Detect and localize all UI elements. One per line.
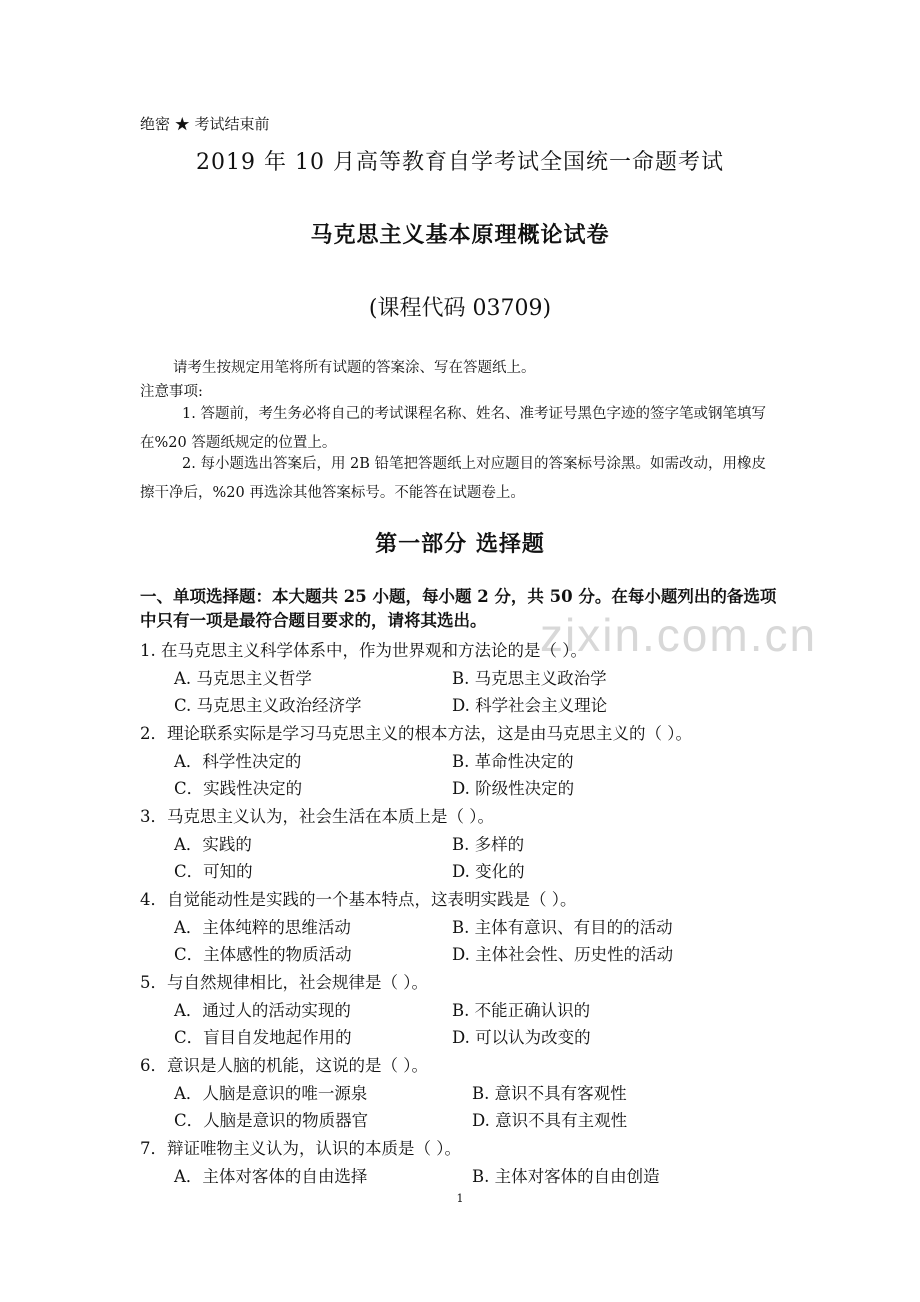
question-option: B. 马克思主义政治学	[452, 669, 607, 688]
question-option: D. 可以认为改变的	[452, 1028, 591, 1047]
question-option: C．主体感性的物质活动	[174, 945, 352, 964]
confidential-label: 绝密 ★ 考试结束前	[140, 115, 270, 133]
question-stem: 1. 在马克思主义科学体系中，作为世界观和方法论的是（ ）。	[140, 641, 587, 660]
question-option: C．实践性决定的	[174, 779, 303, 798]
question-option: A．主体纯粹的思维活动	[174, 918, 351, 937]
question-option: B. 意识不具有客观性	[472, 1084, 627, 1103]
question-option: B. 不能正确认识的	[452, 1001, 591, 1020]
exam-title: 2019 年 10 月高等教育自学考试全国统一命题考试	[196, 150, 724, 175]
question-option: A．主体对客体的自由选择	[174, 1167, 368, 1186]
question-stem: 2．理论联系实际是学习马克思主义的根本方法，这是由马克思主义的（ ）。	[140, 724, 692, 743]
paper-title: 马克思主义基本原理概论试卷	[310, 222, 610, 248]
page-number: 1	[456, 1192, 464, 1205]
question-option: C．人脑是意识的物质器官	[174, 1111, 369, 1130]
question-option: D. 阶级性决定的	[452, 779, 575, 798]
question-option: B. 主体有意识、有目的的活动	[452, 918, 673, 937]
instruction-item-1: 1. 答题前，考生务必将自己的考试课程名称、姓名、准考证号黑色字迹的签字笔或钢笔填写在%20 答题纸规定的位置上。	[140, 406, 766, 451]
question-option: D. 主体社会性、历史性的活动	[452, 945, 674, 964]
question-option: B. 革命性决定的	[452, 752, 574, 771]
question-stem: 6．意识是人脑的机能，这说的是（ ）。	[140, 1056, 428, 1075]
course-code: (课程代码 03709)	[368, 296, 552, 321]
instruction-intro: 请考生按规定用笔将所有试题的答案涂、写在答题纸上。	[173, 360, 536, 376]
question-stem: 7．辩证唯物主义认为，认识的本质是（ ）。	[140, 1139, 461, 1158]
notice-label: 注意事项:	[140, 384, 203, 400]
question-option: D. 意识不具有主观性	[472, 1111, 628, 1130]
question-option: D. 变化的	[452, 862, 525, 881]
question-option: A．科学性决定的	[174, 752, 302, 771]
question-option: C．盲目自发地起作用的	[174, 1028, 352, 1047]
question-option: A. 马克思主义哲学	[174, 669, 312, 688]
question-option: D. 科学社会主义理论	[452, 696, 608, 715]
question-option: B. 主体对客体的自由创造	[472, 1167, 660, 1186]
question-stem: 4．自觉能动性是实践的一个基本特点，这表明实践是（ ）。	[140, 890, 577, 909]
watermark: zixin.com.cn	[540, 609, 818, 661]
question-option: A．人脑是意识的唯一源泉	[174, 1084, 368, 1103]
question-stem: 3．马克思主义认为，社会生活在本质上是（ ）。	[140, 807, 494, 826]
question-stem: 5．与自然规律相比，社会规律是（ ）。	[140, 973, 428, 992]
question-option: C. 马克思主义政治经济学	[174, 696, 362, 715]
question-option: C．可知的	[174, 862, 253, 881]
section-title: 第一部分 选择题	[375, 531, 545, 557]
part-heading: 一、单项选择题：本大题共 25 小题，每小题 2 分，共 50 分。在每小题列出的备选项中只有一项是最符合题目要求的，请将其选出。	[140, 587, 777, 630]
question-option: A．通过人的活动实现的	[174, 1001, 351, 1020]
instruction-item-2: 2. 每小题选出答案后，用 2B 铅笔把答题纸上对应题目的答案标号涂黑。如需改动，用橡皮擦干净后，%20 再选涂其他答案标号。不能答在试题卷上。	[140, 456, 767, 501]
question-option: A．实践的	[174, 835, 252, 854]
question-option: B. 多样的	[452, 835, 525, 854]
